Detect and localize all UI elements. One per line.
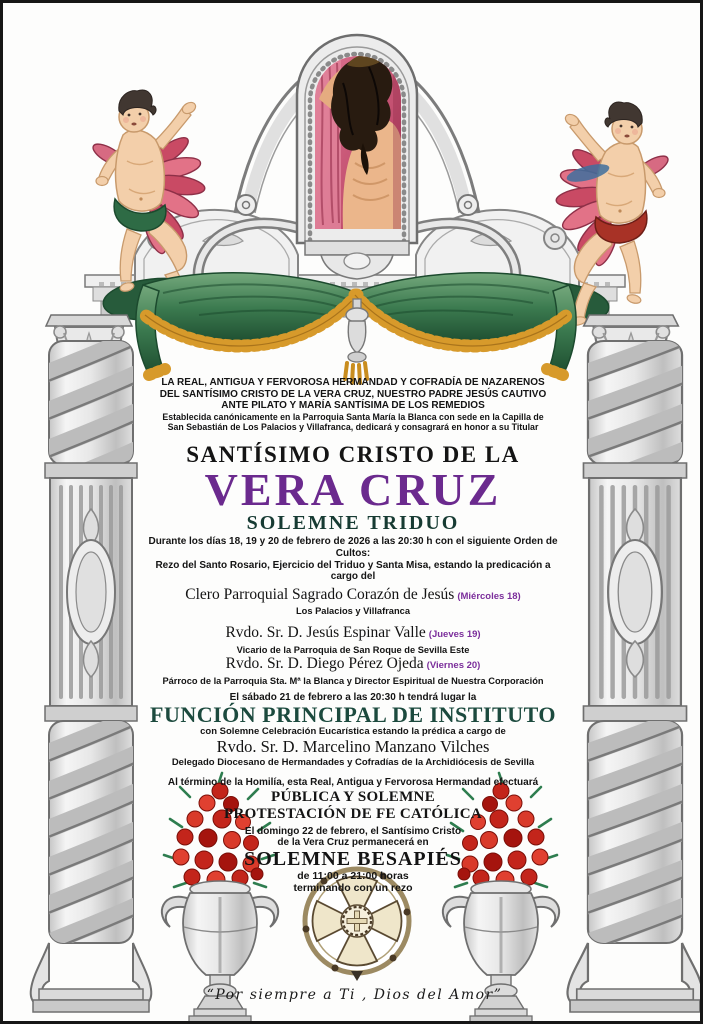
- funcion-intro: El sábado 21 de febrero a las 20:30 h tendrá lugar la: [229, 691, 477, 703]
- preacher-day: (Jueves 19): [428, 629, 481, 641]
- funcion-detail: con Solemne Celebración Eucarística estando la prédica a cargo de: [200, 726, 506, 738]
- funcion-preacher: Rvdo. Sr. D. Marcelino Manzano Vilches: [216, 737, 490, 757]
- left-solomonic-column: [31, 335, 152, 1012]
- page-title: VERA CRUZ: [204, 464, 502, 516]
- hanging-finial: [345, 299, 368, 383]
- christ-niche-image: [297, 35, 417, 279]
- title-pre: SANTÍSIMO CRISTO DE LA: [186, 442, 520, 468]
- establishment-line: San Sebastián de Los Palacios y Villafranca, dedicará y consagrará en honor a su Titular: [167, 421, 539, 432]
- devotional-quote: “Por siempre a Ti , Dios del Amor”: [206, 987, 503, 1003]
- preacher-entry: [141, 655, 565, 686]
- hermandad-name-line: DEL SANTÍSIMO CRISTO DE LA VERA CRUZ, NUESTRO PADRE JESÚS CAUTIVO: [159, 388, 547, 400]
- preacher-role: Vicario de la Parroquia de San Roque de Sevilla Este: [236, 644, 470, 655]
- establishment-line: Establecida canónicamente en la Parroquia Santa María la Blanca con sede en la Capilla de: [162, 411, 544, 422]
- besapies-intro-line: El domingo 22 de febrero, el Santísimo Cristo: [244, 825, 462, 837]
- right-solomonic-column: [568, 335, 703, 1012]
- hermandad-name-line: LA REAL, ANTIGUA Y FERVOROSA HERMANDAD Y COFRADÍA DE NAZARENOS: [161, 377, 545, 388]
- triduo-schedule-line: Durante los días 18, 19 y 20 de febrero de 2026 a las 20:30 h con el siguiente Orden de Cultos:: [148, 536, 558, 559]
- besapies-intro-line: de la Vera Cruz permanecerá en: [277, 837, 429, 849]
- hermandad-name-line: ANTE PILATO Y MARÍA SANTÍSIMA DE LOS REMEDIOS: [221, 400, 485, 411]
- preacher-name-line: [141, 624, 565, 645]
- preacher-entry: [141, 624, 565, 655]
- besapies-hours: de 11:00 a 21:00 horas: [297, 870, 409, 883]
- funcion-preacher-role: Delegado Diocesano de Hermandades y Cofradías de la Archidiócesis de Sevilla: [171, 757, 535, 769]
- preacher-name: Rvdo. Sr. D. Diego Pérez Ojeda: [225, 655, 424, 673]
- hermandad-name: [141, 377, 565, 412]
- triduo-heading: SOLEMNE TRIDUO: [246, 512, 460, 535]
- preacher-name: Clero Parroquial Sagrado Corazón de Jesús: [185, 585, 455, 603]
- protestacion-line: PÚBLICA Y SOLEMNE: [270, 788, 435, 805]
- establishment-note: [141, 412, 565, 433]
- preacher-name-line: [141, 586, 565, 607]
- besapies-heading: SOLEMNE BESAPIÉS: [244, 848, 462, 871]
- preacher-name: Rvdo. Sr. D. Jesús Espinar Valle: [225, 624, 426, 642]
- besapies-intro: [141, 826, 565, 849]
- triduo-schedule-line: Rezo del Santo Rosario, Ejercicio del Triduo y Santa Misa, estando la predicación a cargo del: [155, 559, 551, 583]
- triduo-schedule: [141, 536, 565, 583]
- protestacion-line: PROTESTACIÓN DE FE CATÓLICA: [224, 805, 482, 822]
- besapies-closing: terminando con un rezo: [293, 882, 413, 895]
- preacher-role: Los Palacios y Villafranca: [295, 606, 411, 617]
- preacher-name-line: [141, 655, 565, 676]
- preacher-role: Párroco de la Parroquia Sta. Mª la Blanca y Director Espiritual de Nuestra Corporación: [162, 675, 544, 686]
- preacher-entry: [141, 586, 565, 617]
- protestacion-intro: Al término de la Homilía, esta Real, Antigua y Fervorosa Hermandad efectuará: [167, 777, 539, 789]
- poster-text-block: [141, 377, 565, 894]
- preacher-day: (Viernes 20): [426, 660, 481, 672]
- preacher-day: (Miércoles 18): [457, 590, 521, 602]
- funcion-heading: FUNCIÓN PRINCIPAL DE INSTITUTO: [150, 702, 556, 728]
